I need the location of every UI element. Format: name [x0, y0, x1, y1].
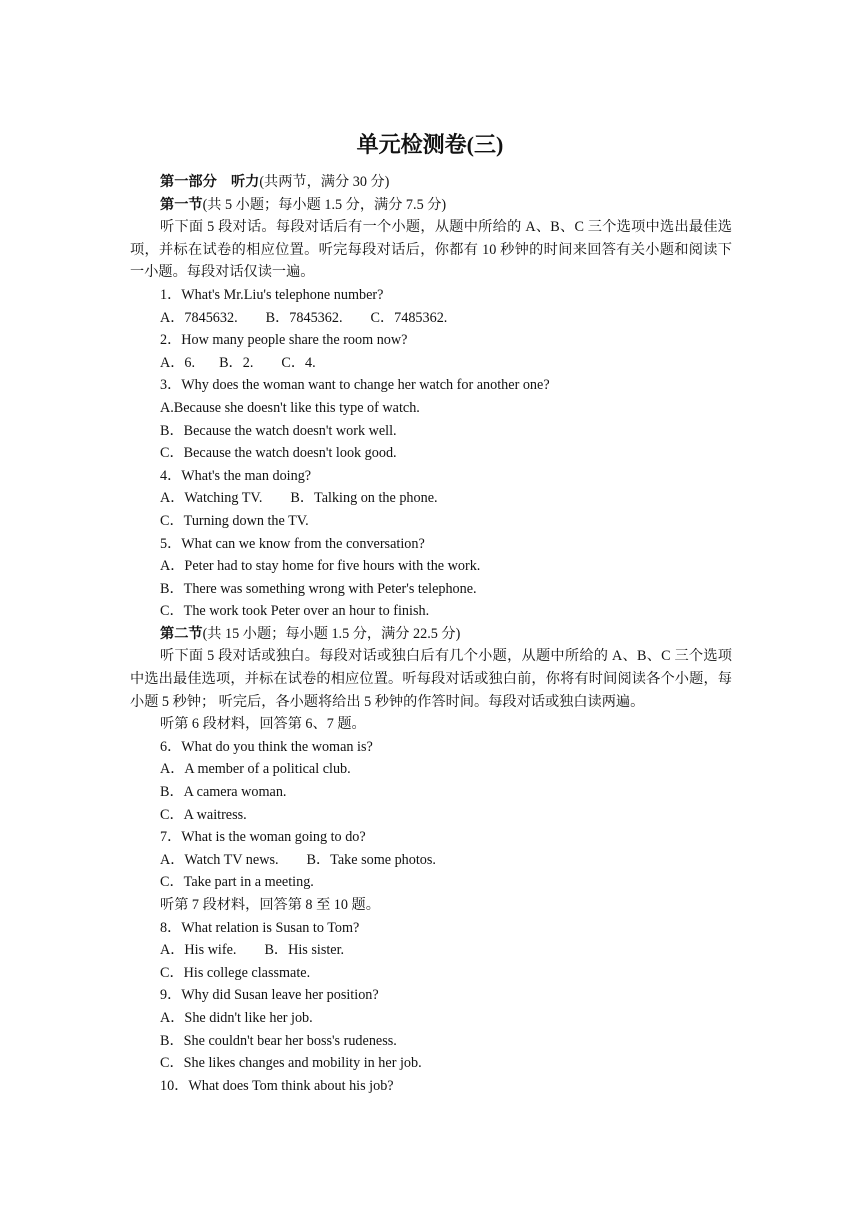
part1-heading: [130, 171, 732, 194]
q5-option-b: B．There was something wrong with Peter's telephone.: [160, 580, 477, 597]
question-2-options: [130, 352, 732, 375]
page-title: 单元检测卷(三): [356, 132, 504, 157]
question-7-options: [130, 849, 732, 872]
q4-option-a: A．Watching TV.: [160, 490, 263, 507]
q8-option-a: A．His wife.: [160, 942, 237, 959]
q6-option-b: B．A camera woman.: [160, 784, 287, 801]
question-8-options: [130, 939, 732, 962]
question-10: 10．What does Tom think about his job?: [160, 1077, 394, 1094]
part1-heading-bold: 第一部分 听力: [160, 174, 260, 190]
section2-instructions: 听下面 5 段对话或独白。每段对话或独白后有几个小题，从题中所给的 A、B、C 三个选项中选出最佳选项，并标在试卷的相应位置。听每段对话或独白前，你将有时间阅读各个小题，每小题 5 秒钟； 听完后，各小题将给出 5 秒钟的作答时间。每段对话或独白读两遍。: [130, 648, 732, 710]
q9-option-b: B．She couldn't bear her boss's rudeness.: [160, 1032, 397, 1049]
q9-option-c: C．She likes changes and mobility in her job.: [160, 1055, 422, 1072]
question-1-options: [130, 307, 732, 330]
question-1: 1．What's Mr.Liu's telephone number?: [160, 286, 384, 303]
section1-heading-bold: 第一节: [160, 196, 203, 213]
section1-heading-rest: (共 5 小题；每小题 1.5 分，满分 7.5 分): [202, 196, 447, 213]
q4-option-b: B．Talking on the phone.: [290, 490, 438, 507]
question-7: 7．What is the woman going to do?: [160, 829, 366, 846]
q3-option-b: B．Because the watch doesn't work well.: [160, 422, 397, 439]
document-body: [130, 171, 732, 1097]
q8-option-b: B．His sister.: [264, 942, 345, 959]
q4-option-c: C．Turning down the TV.: [160, 512, 309, 529]
section1-instructions: 听下面 5 段对话。每段对话后有一个小题，从题中所给的 A、B、C 三个选项中选出最佳选项，并标在试卷的相应位置。听完每段对话后，你都有 10 秒钟的时间来回答有关小题和阅读下一小题。每段对话仅读一遍。: [130, 219, 732, 281]
q6-option-c: C．A waitress.: [160, 806, 247, 823]
q2-option-b: B．2.: [219, 354, 254, 371]
question-8: 8．What relation is Susan to Tom?: [160, 919, 360, 936]
q7-option-b: B．Take some photos.: [306, 851, 436, 868]
q1-option-b: B．7845362.: [265, 309, 343, 326]
material-7-note: 听第 7 段材料，回答第 8 至 10 题。: [160, 897, 380, 913]
question-9: 9．Why did Susan leave her position?: [160, 987, 379, 1004]
question-6: 6．What do you think the woman is?: [160, 738, 373, 755]
q7-option-c: C．Take part in a meeting.: [160, 874, 314, 891]
part1-heading-rest: (共两节，满分 30 分): [259, 174, 390, 190]
q8-option-c: C．His college classmate.: [160, 964, 311, 981]
q3-option-c: C．Because the watch doesn't look good.: [160, 445, 397, 462]
q3-option-a: A.Because she doesn't like this type of watch.: [160, 399, 420, 416]
q5-option-c: C．The work took Peter over an hour to finish.: [160, 603, 430, 620]
question-3: 3．Why does the woman want to change her watch for another one?: [160, 377, 550, 394]
question-4: 4．What's the man doing?: [160, 467, 312, 484]
q2-option-c: C．4.: [281, 354, 316, 371]
section2-heading: [130, 623, 732, 646]
question-4-options: [130, 487, 732, 510]
section2-heading-bold: 第二节: [160, 625, 203, 642]
q2-option-a: A．6.: [160, 354, 196, 371]
material-6-note: 听第 6 段材料，回答第 6、7 题。: [160, 716, 366, 733]
question-5: 5．What can we know from the conversation?: [160, 535, 425, 552]
q9-option-a: A．She didn't like her job.: [160, 1009, 313, 1026]
section1-heading: [130, 194, 732, 217]
q1-option-c: C．7485362.: [370, 309, 448, 326]
q7-option-a: A．Watch TV news.: [160, 851, 279, 868]
section2-heading-rest: (共 15 小题；每小题 1.5 分，满分 22.5 分): [202, 625, 461, 642]
q1-option-a: A．7845632.: [160, 309, 238, 326]
q6-option-a: A．A member of a political club.: [160, 761, 351, 778]
q5-option-a: A．Peter had to stay home for five hours with the work.: [160, 558, 481, 575]
question-2: 2．How many people share the room now?: [160, 332, 408, 349]
